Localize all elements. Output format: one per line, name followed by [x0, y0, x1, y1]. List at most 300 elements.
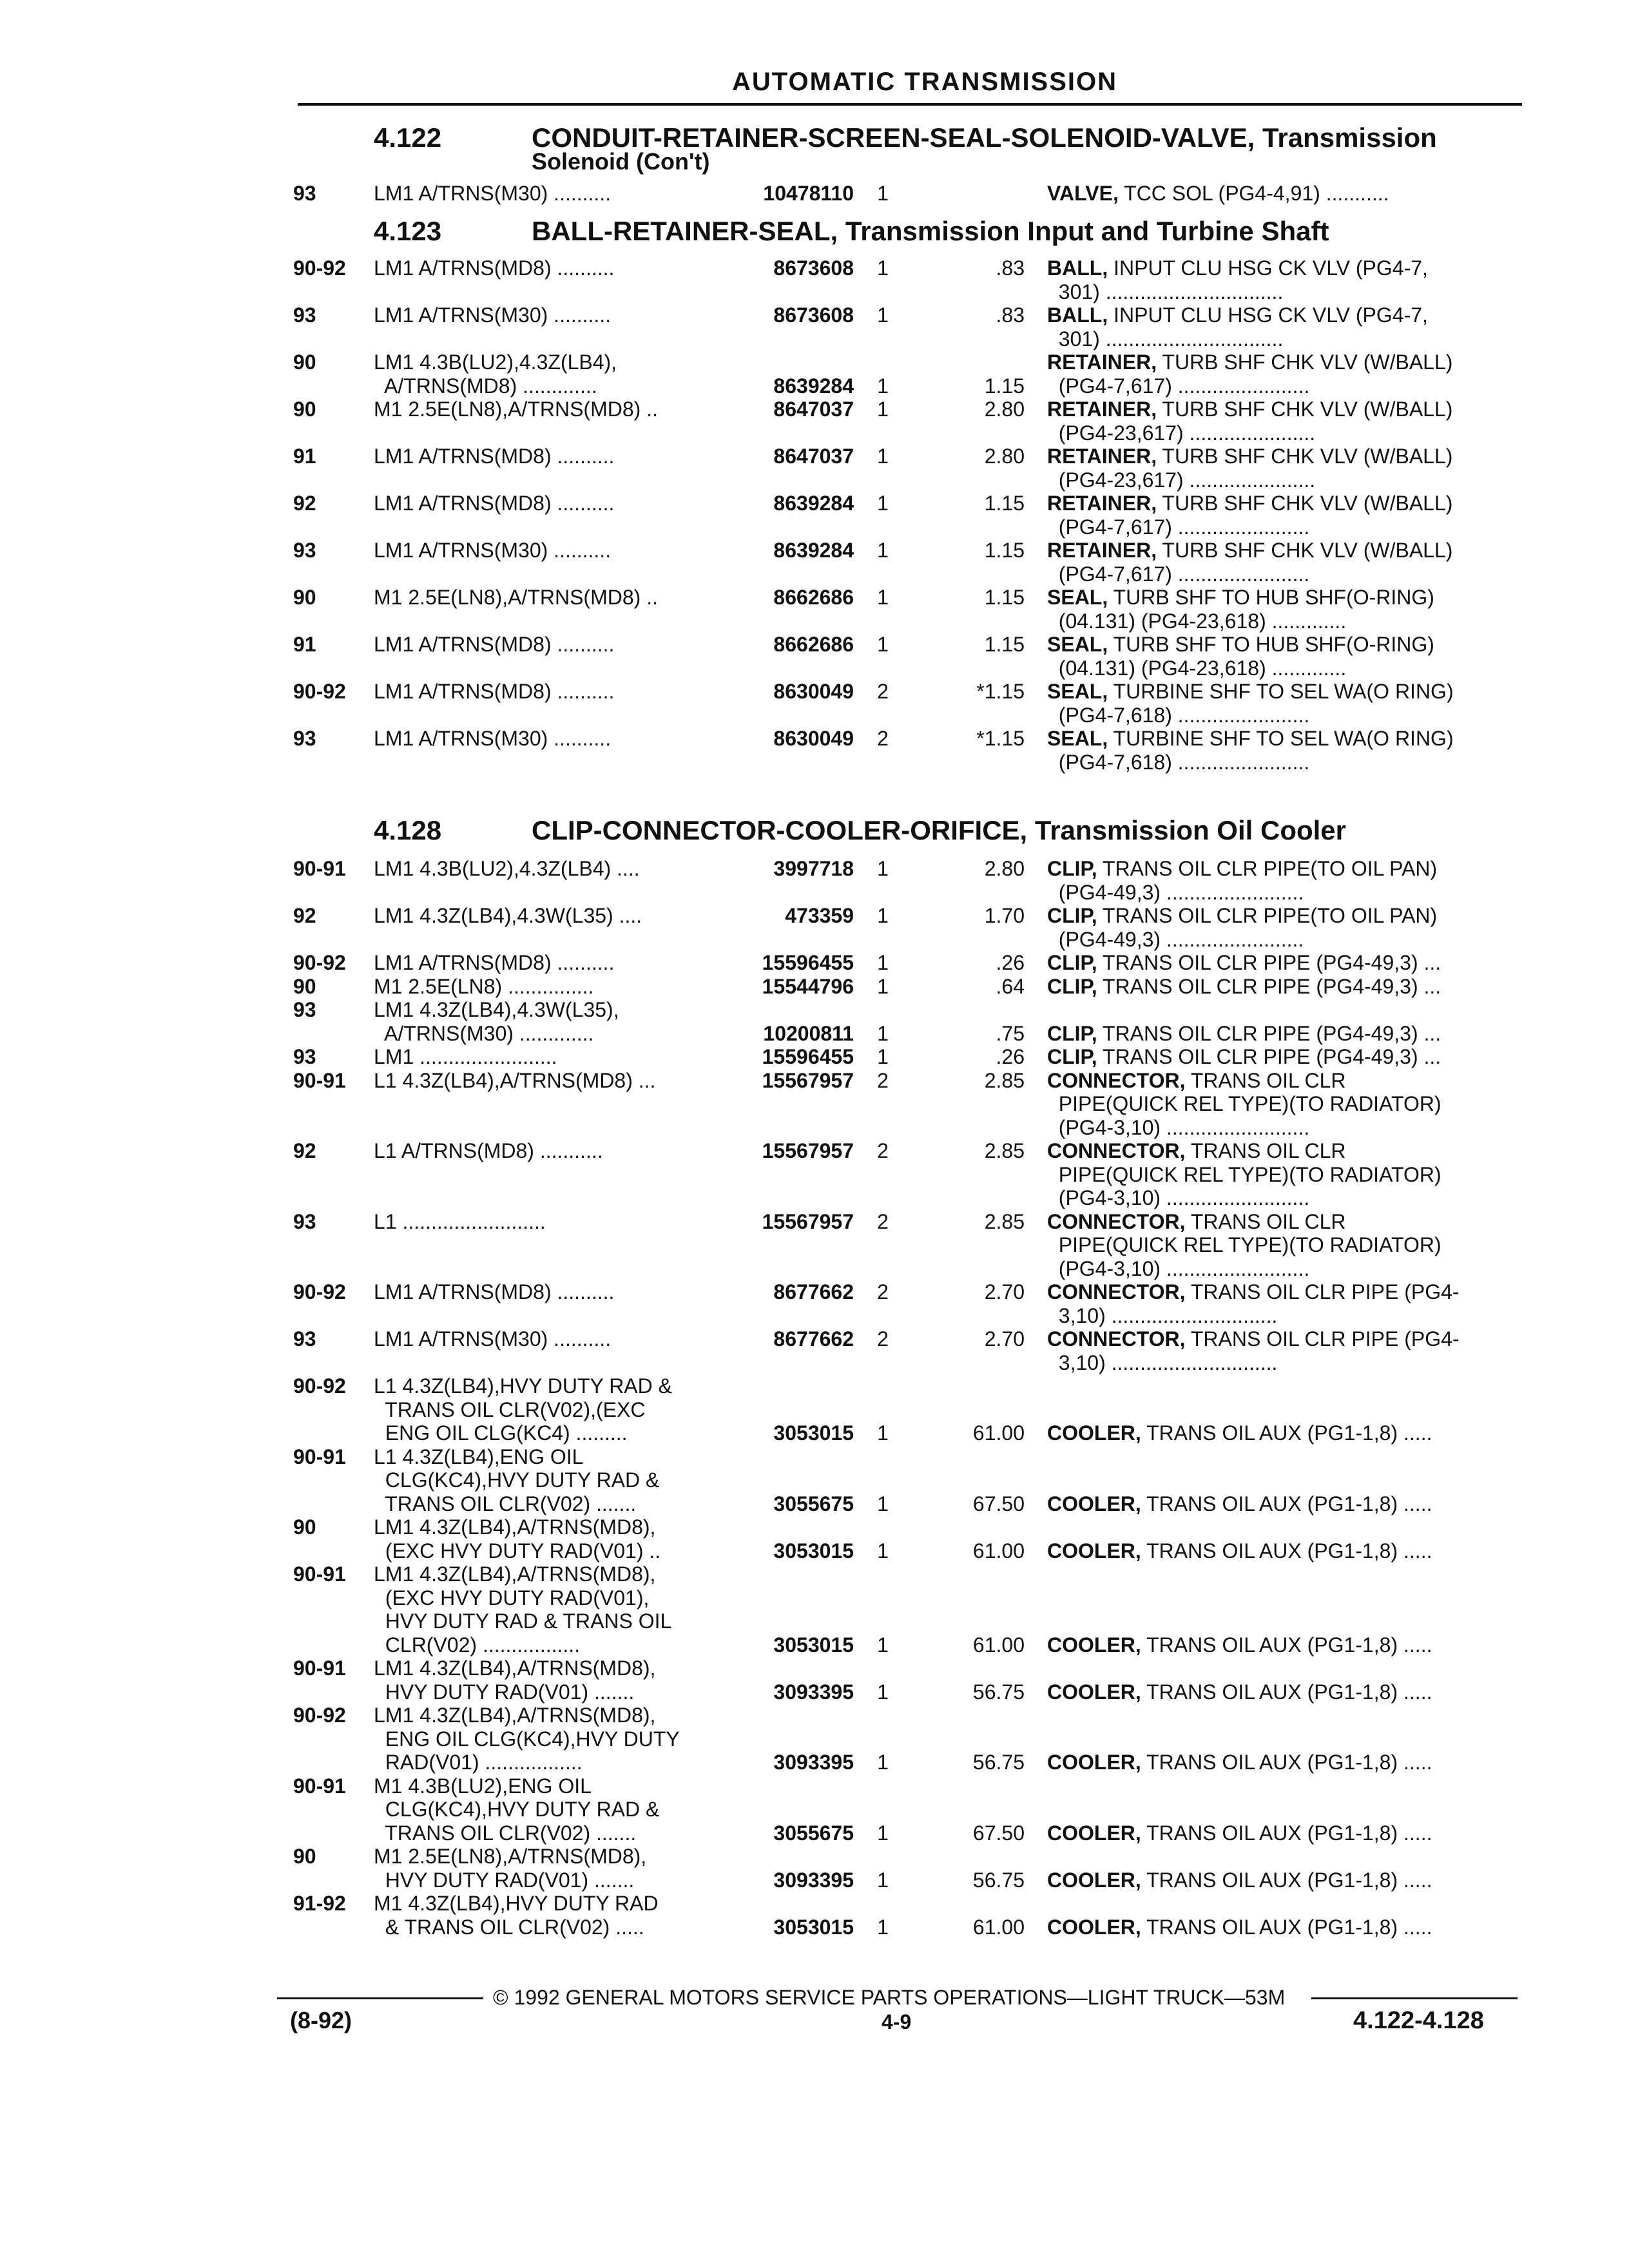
quantity: 1 — [877, 539, 889, 562]
price: 2.70 — [984, 1327, 1025, 1350]
parts-row — [0, 633, 1629, 680]
quantity: 2 — [877, 1327, 889, 1350]
usage-line: TRANS OIL CLR(V02) ....... — [374, 1821, 637, 1845]
description-text: (PG4-23,617) ...................... — [1047, 468, 1316, 492]
description-text: TRANS OIL CLR — [1185, 1139, 1346, 1162]
usage-line: M1 2.5E(LN8),A/TRNS(MD8) .. — [374, 398, 658, 421]
price: .64 — [996, 974, 1025, 998]
model-year: 93 — [293, 303, 316, 327]
price: .83 — [996, 256, 1025, 280]
usage-line: M1 2.5E(LN8),A/TRNS(MD8), — [374, 1845, 647, 1868]
usage-line: LM1 4.3Z(LB4),A/TRNS(MD8), — [374, 1657, 656, 1680]
description-text: TURB SHF TO HUB SHF(O-RING) — [1108, 633, 1434, 656]
price: 1.15 — [984, 633, 1025, 656]
price: *1.15 — [976, 680, 1025, 703]
section-title: BALL-RETAINER-SEAL, Transmission Input and Turbine Shaft — [532, 216, 1329, 246]
model-year: 92 — [293, 492, 316, 515]
usage-line: LM1 4.3B(LU2),4.3Z(LB4) .... — [374, 857, 640, 880]
parts-row — [0, 1774, 1629, 1845]
quantity: 1 — [877, 1868, 889, 1892]
description-line — [1047, 1022, 1441, 1045]
description-text: TRANS OIL AUX (PG1-1,8) ..... — [1141, 1539, 1432, 1562]
description-line — [1047, 280, 1283, 303]
description-head: RETAINER, — [1047, 492, 1157, 515]
description-text: 301) ............................... — [1047, 280, 1284, 303]
description-line — [1047, 468, 1315, 492]
description-head: BALL, — [1047, 256, 1108, 280]
usage-line: ENG OIL CLG(KC4),HVY DUTY — [374, 1727, 680, 1751]
part-number: 15544796 — [762, 974, 854, 998]
parts-row — [0, 1562, 1629, 1657]
description-text: TURBINE SHF TO SEL WA(O RING) — [1108, 680, 1454, 703]
description-line — [1047, 421, 1315, 445]
part-number: 8677662 — [773, 1280, 854, 1303]
parts-row — [0, 303, 1629, 351]
usage-line: & TRANS OIL CLR(V02) ..... — [374, 1915, 644, 1939]
parts-row — [0, 586, 1629, 633]
quantity: 1 — [877, 182, 889, 205]
quantity: 2 — [877, 1139, 889, 1162]
usage-line: LM1 A/TRNS(M30) .......... — [374, 1327, 612, 1350]
header-rule — [298, 103, 1522, 106]
quantity: 2 — [877, 1280, 889, 1303]
usage-line: A/TRNS(MD8) ............. — [374, 374, 597, 398]
model-year: 90-91 — [293, 1068, 346, 1092]
price: 56.75 — [972, 1751, 1025, 1774]
description-text: TURBINE SHF TO SEL WA(O RING) — [1108, 727, 1454, 750]
section-number: 4.128 — [374, 815, 442, 845]
description-head: COOLER, — [1047, 1421, 1141, 1445]
description-head: CONNECTOR, — [1047, 1280, 1186, 1303]
description-line — [1047, 1116, 1309, 1139]
description-line — [1047, 1539, 1432, 1562]
description-head: COOLER, — [1047, 1633, 1141, 1657]
quantity: 1 — [877, 398, 889, 421]
model-year: 93 — [293, 1209, 316, 1233]
usage-line: LM1 A/TRNS(MD8) .......... — [374, 492, 615, 515]
quantity: 1 — [877, 1045, 889, 1068]
description-text: TURB SHF CHK VLV (W/BALL) — [1157, 539, 1453, 562]
usage-line: LM1 A/TRNS(MD8) .......... — [374, 445, 615, 468]
model-year: 90 — [293, 398, 316, 421]
description-line — [1047, 1139, 1345, 1162]
part-number: 8673608 — [773, 256, 854, 280]
usage-line: L1 ......................... — [374, 1209, 546, 1233]
quantity: 2 — [877, 1068, 889, 1092]
model-year: 90-91 — [293, 1562, 346, 1586]
price: 2.80 — [984, 445, 1025, 468]
description-text: PIPE(QUICK REL TYPE)(TO RADIATOR) — [1047, 1162, 1441, 1186]
footer-copyright: © 1992 GENERAL MOTORS SERVICE PARTS OPERATIONS—LIGHT TRUCK—53M — [493, 1986, 1286, 2009]
part-number: 8630049 — [773, 727, 854, 750]
description-line — [1047, 704, 1309, 727]
description-text: TRANS OIL CLR PIPE (PG4- — [1185, 1280, 1460, 1303]
description-line — [1047, 904, 1437, 927]
description-head: SEAL, — [1047, 680, 1108, 703]
description-line — [1047, 351, 1452, 374]
description-line — [1047, 1492, 1432, 1515]
model-year: 90-91 — [293, 1445, 346, 1468]
description-text: TRANS OIL CLR PIPE(TO OIL PAN) — [1097, 904, 1438, 927]
part-number: 10200811 — [763, 1021, 854, 1045]
parts-row — [0, 727, 1629, 774]
description-line — [1047, 857, 1437, 880]
section-title: CLIP-CONNECTOR-COOLER-ORIFICE, Transmission Oil Cooler — [532, 815, 1346, 845]
parts-row — [0, 1374, 1629, 1445]
description-head: CLIP, — [1047, 974, 1097, 998]
parts-row — [0, 492, 1629, 539]
description-head: COOLER, — [1047, 1868, 1141, 1892]
parts-row — [0, 951, 1629, 975]
footer-section-range: 4.122-4.128 — [1353, 2007, 1484, 2034]
model-year: 90-92 — [293, 951, 346, 974]
usage-line: TRANS OIL CLR(V02),(EXC — [374, 1398, 646, 1421]
description-text: TURB SHF CHK VLV (W/BALL) — [1157, 351, 1453, 374]
description-line — [1047, 1327, 1460, 1350]
description-line — [1047, 1233, 1441, 1256]
model-year: 90-92 — [293, 1704, 346, 1727]
description-line — [1047, 1304, 1277, 1327]
usage-line: LM1 A/TRNS(MD8) .......... — [374, 951, 615, 974]
description-text: (PG4-3,10) ......................... — [1047, 1115, 1310, 1139]
description-line — [1047, 182, 1389, 205]
quantity: 1 — [877, 586, 889, 609]
description-line — [1047, 515, 1309, 539]
usage-line: CLR(V02) ................. — [374, 1633, 581, 1657]
description-text: TURB SHF CHK VLV (W/BALL) — [1157, 398, 1453, 421]
model-year: 90 — [293, 1515, 316, 1539]
quantity: 1 — [877, 1021, 889, 1045]
description-line — [1047, 951, 1441, 974]
quantity: 1 — [877, 1680, 889, 1704]
section-title: CONDUIT-RETAINER-SCREEN-SEAL-SOLENOID-VALVE, Transmission — [532, 122, 1437, 153]
model-year: 90 — [293, 351, 316, 374]
part-number: 8639284 — [773, 374, 854, 398]
description-head: COOLER, — [1047, 1821, 1141, 1845]
quantity: 1 — [877, 633, 889, 656]
usage-line: L1 4.3Z(LB4),ENG OIL — [374, 1445, 584, 1468]
price: 61.00 — [972, 1915, 1025, 1939]
description-head: COOLER, — [1047, 1492, 1141, 1515]
description-head: COOLER, — [1047, 1680, 1141, 1704]
part-number: 8639284 — [773, 539, 854, 562]
description-text: (PG4-23,617) ...................... — [1047, 421, 1316, 445]
usage-line: M1 2.5E(LN8) ............... — [374, 974, 594, 998]
description-line — [1047, 586, 1434, 609]
description-text: PIPE(QUICK REL TYPE)(TO RADIATOR) — [1047, 1233, 1441, 1256]
usage-line: M1 4.3B(LU2),ENG OIL — [374, 1774, 592, 1798]
description-head: COOLER, — [1047, 1539, 1141, 1562]
usage-line: LM1 ........................ — [374, 1045, 557, 1068]
usage-line: LM1 A/TRNS(MD8) .......... — [374, 680, 615, 703]
footer-rule-right — [1311, 1997, 1518, 1999]
usage-line: LM1 4.3Z(LB4),A/TRNS(MD8), — [374, 1704, 656, 1727]
quantity: 1 — [877, 1751, 889, 1774]
description-text: INPUT CLU HSG CK VLV (PG4-7, — [1108, 303, 1428, 327]
description-line — [1047, 1421, 1432, 1445]
part-number: 3053015 — [773, 1633, 854, 1657]
description-text: TURB SHF CHK VLV (W/BALL) — [1157, 492, 1453, 515]
description-head: CLIP, — [1047, 1021, 1097, 1045]
description-head: RETAINER, — [1047, 398, 1157, 421]
usage-line: L1 4.3Z(LB4),HVY DUTY RAD & — [374, 1374, 672, 1398]
part-number: 3093395 — [773, 1868, 854, 1892]
part-number: 3055675 — [773, 1821, 854, 1845]
parts-row — [0, 1327, 1629, 1374]
part-number: 3053015 — [773, 1539, 854, 1562]
part-number: 3055675 — [773, 1492, 854, 1515]
model-year: 91 — [293, 445, 316, 468]
price: 1.15 — [984, 539, 1025, 562]
description-head: CONNECTOR, — [1047, 1209, 1186, 1233]
parts-row — [0, 1069, 1629, 1140]
usage-line: RAD(V01) ................. — [374, 1751, 583, 1774]
price: .83 — [996, 303, 1025, 327]
description-line — [1047, 657, 1346, 680]
part-number: 8673608 — [773, 303, 854, 327]
description-line — [1047, 928, 1304, 951]
model-year: 90-91 — [293, 1774, 346, 1798]
quantity: 1 — [877, 951, 889, 974]
description-line — [1047, 1351, 1277, 1374]
description-line — [1047, 492, 1452, 515]
description-line — [1047, 398, 1452, 421]
part-number: 15596455 — [762, 951, 854, 974]
page-header-title: AUTOMATIC TRANSMISSION — [731, 68, 1118, 96]
model-year: 92 — [293, 1139, 316, 1162]
description-head: CLIP, — [1047, 904, 1097, 927]
price: 56.75 — [972, 1868, 1025, 1892]
description-text: TRANS OIL CLR PIPE (PG4-49,3) ... — [1097, 1045, 1441, 1068]
description-text: TRANS OIL AUX (PG1-1,8) ..... — [1141, 1915, 1432, 1939]
description-line — [1047, 1869, 1432, 1892]
quantity: 1 — [877, 1633, 889, 1657]
quantity: 1 — [877, 374, 889, 398]
description-line — [1047, 539, 1452, 562]
usage-line: (EXC HVY DUTY RAD(V01) .. — [374, 1539, 661, 1562]
parts-row — [0, 680, 1629, 727]
quantity: 2 — [877, 727, 889, 750]
part-number: 8647037 — [773, 398, 854, 421]
quantity: 1 — [877, 303, 889, 327]
price: 61.00 — [972, 1421, 1025, 1445]
price: 2.80 — [984, 398, 1025, 421]
part-number: 8630049 — [773, 680, 854, 703]
description-line — [1047, 1163, 1441, 1186]
quantity: 1 — [877, 492, 889, 515]
description-line — [1047, 633, 1434, 656]
description-line — [1047, 445, 1452, 468]
description-line — [1047, 1916, 1432, 1939]
description-text: 301) ............................... — [1047, 327, 1284, 351]
price: 2.85 — [984, 1139, 1025, 1162]
part-number: 15567957 — [762, 1209, 854, 1233]
model-year: 91 — [293, 633, 316, 656]
price: 1.15 — [984, 492, 1025, 515]
part-number: 8647037 — [773, 445, 854, 468]
description-line — [1047, 975, 1441, 998]
description-head: CLIP, — [1047, 857, 1097, 880]
description-line — [1047, 256, 1428, 280]
usage-line: LM1 A/TRNS(M30) .......... — [374, 182, 612, 205]
description-text: TRANS OIL CLR — [1185, 1068, 1346, 1092]
description-line — [1047, 1751, 1432, 1774]
description-text: (04.131) (PG4-23,618) ............. — [1047, 609, 1347, 633]
usage-line: LM1 A/TRNS(M30) .......... — [374, 539, 612, 562]
section-subtitle: Solenoid (Con't) — [532, 148, 710, 175]
description-head: CONNECTOR, — [1047, 1068, 1186, 1092]
parts-row — [0, 351, 1629, 398]
part-number: 473359 — [785, 904, 854, 927]
description-text: TRANS OIL AUX (PG1-1,8) ..... — [1141, 1633, 1432, 1657]
usage-line: CLG(KC4),HVY DUTY RAD & — [374, 1798, 660, 1821]
price: 2.85 — [984, 1209, 1025, 1233]
footer-rule-left — [277, 1997, 483, 1999]
description-line — [1047, 1280, 1460, 1303]
description-text: TRANS OIL AUX (PG1-1,8) ..... — [1141, 1751, 1432, 1774]
part-number: 15567957 — [762, 1068, 854, 1092]
price: 2.80 — [984, 857, 1025, 880]
description-line — [1047, 303, 1428, 327]
description-line — [1047, 327, 1283, 351]
description-line — [1047, 610, 1346, 633]
description-head: SEAL, — [1047, 633, 1108, 656]
description-head: SEAL, — [1047, 586, 1108, 609]
model-year: 90-91 — [293, 1657, 346, 1680]
parts-row — [0, 1280, 1629, 1327]
description-head: VALVE, — [1047, 182, 1119, 205]
description-line — [1047, 1633, 1432, 1657]
usage-line: (EXC HVY DUTY RAD(V01), — [374, 1586, 650, 1610]
footer-date: (8-92) — [290, 2007, 352, 2033]
quantity: 2 — [877, 680, 889, 703]
quantity: 1 — [877, 256, 889, 280]
parts-row — [0, 1445, 1629, 1516]
description-text: (PG4-7,617) ....................... — [1047, 374, 1310, 398]
price: .26 — [996, 1045, 1025, 1068]
part-number: 10478110 — [763, 182, 854, 205]
price: 56.75 — [972, 1680, 1025, 1704]
description-head: SEAL, — [1047, 727, 1108, 750]
usage-line: LM1 A/TRNS(MD8) .......... — [374, 633, 615, 656]
part-number: 8662686 — [773, 586, 854, 609]
description-head: CONNECTOR, — [1047, 1327, 1186, 1350]
part-number: 3997718 — [773, 857, 854, 880]
quantity: 1 — [877, 1492, 889, 1515]
quantity: 1 — [877, 1539, 889, 1562]
description-head: CLIP, — [1047, 951, 1097, 974]
usage-line: LM1 A/TRNS(M30) .......... — [374, 303, 612, 327]
usage-line: LM1 4.3Z(LB4),A/TRNS(MD8), — [374, 1562, 656, 1586]
part-number: 8662686 — [773, 633, 854, 656]
parts-row — [0, 1210, 1629, 1281]
description-line — [1047, 1045, 1441, 1068]
description-line — [1047, 1210, 1345, 1233]
description-line — [1047, 1186, 1309, 1209]
quantity: 1 — [877, 904, 889, 927]
description-line — [1047, 1680, 1432, 1704]
price: 2.85 — [984, 1068, 1025, 1092]
description-text: TRANS OIL AUX (PG1-1,8) ..... — [1141, 1868, 1432, 1892]
model-year: 90 — [293, 586, 316, 609]
price: 67.50 — [972, 1821, 1025, 1845]
part-number: 8639284 — [773, 492, 854, 515]
description-head: COOLER, — [1047, 1915, 1141, 1939]
description-text: TRANS OIL CLR — [1185, 1209, 1346, 1233]
description-text: (PG4-49,3) ........................ — [1047, 927, 1304, 951]
parts-row — [0, 904, 1629, 951]
usage-line: L1 A/TRNS(MD8) ........... — [374, 1139, 603, 1162]
part-number: 3053015 — [773, 1915, 854, 1939]
description-line — [1047, 1257, 1309, 1280]
section-number: 4.123 — [374, 216, 442, 246]
model-year: 90-92 — [293, 1280, 346, 1303]
parts-row — [0, 1892, 1629, 1939]
parts-row — [0, 975, 1629, 999]
description-line — [1047, 1092, 1441, 1115]
model-year: 90 — [293, 974, 316, 998]
usage-line: CLG(KC4),HVY DUTY RAD & — [374, 1468, 660, 1492]
model-year: 93 — [293, 998, 316, 1021]
part-number: 8677662 — [773, 1327, 854, 1350]
parts-row — [0, 539, 1629, 586]
price: 67.50 — [972, 1492, 1025, 1515]
price: .75 — [996, 1021, 1025, 1045]
model-year: 90 — [293, 1845, 316, 1868]
parts-row — [0, 445, 1629, 492]
description-text: (04.131) (PG4-23,618) ............. — [1047, 656, 1347, 680]
parts-row — [0, 1657, 1629, 1704]
description-text: TRANS OIL AUX (PG1-1,8) ..... — [1141, 1821, 1432, 1845]
description-text: TRANS OIL AUX (PG1-1,8) ..... — [1141, 1421, 1432, 1445]
parts-row — [0, 256, 1629, 303]
description-text: TRANS OIL CLR PIPE (PG4-49,3) ... — [1097, 951, 1441, 974]
usage-line: LM1 A/TRNS(M30) .......... — [374, 727, 612, 750]
description-text: TURB SHF CHK VLV (W/BALL) — [1157, 445, 1453, 468]
quantity: 1 — [877, 445, 889, 468]
description-text: 3,10) ............................. — [1047, 1350, 1278, 1374]
usage-line: ENG OIL CLG(KC4) ......... — [374, 1421, 628, 1445]
quantity: 2 — [877, 1209, 889, 1233]
usage-line: A/TRNS(M30) ............. — [374, 1021, 594, 1045]
price: *1.15 — [976, 727, 1025, 750]
usage-line: M1 2.5E(LN8),A/TRNS(MD8) .. — [374, 586, 658, 609]
quantity: 1 — [877, 857, 889, 880]
description-line — [1047, 881, 1304, 904]
description-text: (PG4-7,617) ....................... — [1047, 562, 1310, 586]
description-text: TRANS OIL CLR PIPE (PG4- — [1185, 1327, 1460, 1350]
usage-line: LM1 A/TRNS(MD8) .......... — [374, 1280, 615, 1303]
parts-row — [0, 1139, 1629, 1210]
description-text: 3,10) ............................. — [1047, 1303, 1278, 1327]
parts-row — [0, 1845, 1629, 1892]
model-year: 90-92 — [293, 680, 346, 703]
description-head: CONNECTOR, — [1047, 1139, 1186, 1162]
description-head: RETAINER, — [1047, 351, 1157, 374]
description-text: TRANS OIL CLR PIPE (PG4-49,3) ... — [1097, 974, 1441, 998]
usage-line: LM1 4.3Z(LB4),4.3W(L35), — [374, 998, 619, 1021]
quantity: 1 — [877, 1821, 889, 1845]
usage-line: HVY DUTY RAD(V01) ....... — [374, 1868, 635, 1892]
part-number: 15596455 — [762, 1045, 854, 1068]
description-line — [1047, 374, 1309, 398]
description-text: PIPE(QUICK REL TYPE)(TO RADIATOR) — [1047, 1092, 1441, 1115]
price: 1.15 — [984, 374, 1025, 398]
footer-page-number: 4-9 — [882, 2010, 912, 2033]
price: 61.00 — [972, 1633, 1025, 1657]
part-number: 3093395 — [773, 1751, 854, 1774]
usage-line: LM1 4.3Z(LB4),A/TRNS(MD8), — [374, 1515, 656, 1539]
